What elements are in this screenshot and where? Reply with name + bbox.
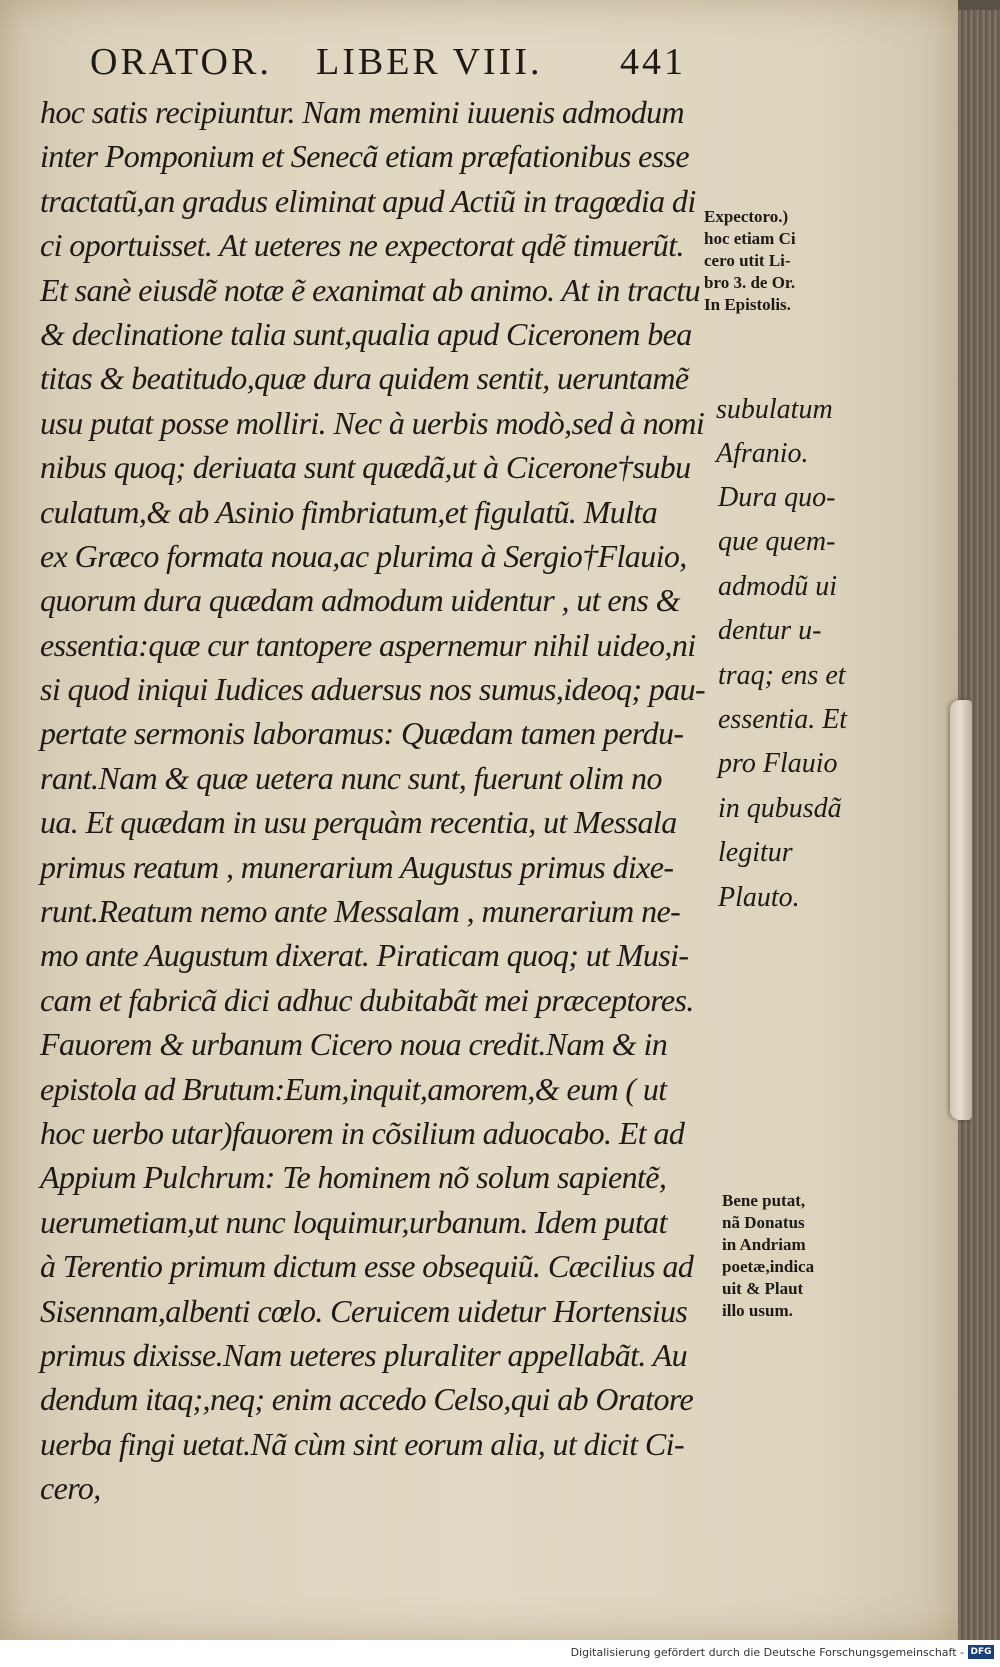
text-line: essentia:quæ cur tantopere aspernemur nihil uideo,ni (40, 626, 696, 663)
margin-note-line: hoc etiam Ci (704, 229, 796, 248)
margin-note-line: admodũ ui (718, 570, 837, 602)
text-line: culatum,& ab Asinio fimbriatum,et figulatũ. Multa (40, 493, 658, 530)
dfg-logo: DFG (968, 1645, 994, 1659)
margin-note-line: dentur u- (718, 615, 822, 647)
margin-note-line: Afranio. (716, 438, 809, 470)
text-line: uerba fingi uetat.Nã cùm sint eorum alia, ut dicit Ci- (40, 1425, 685, 1462)
margin-note-line: bro 3. de Or. (704, 273, 796, 292)
margin-note-line: legitur (718, 837, 793, 869)
text-line: uerumetiam,ut nunc loquimur,urbanum. Idem putat (40, 1203, 667, 1240)
text-line: ci oportuisset. At ueteres ne expectorat qdẽ timuerũt. (40, 227, 684, 264)
text-line: hoc uerbo utar)fauorem in cõsilium aduocabo. Et ad (40, 1114, 685, 1151)
text-line: primus dixisse.Nam ueteres pluraliter appellabãt. Au (40, 1336, 687, 1373)
page-clip (950, 700, 972, 1120)
text-line: usu putat posse molliri. Nec à uerbis modò,sed à nomi (40, 404, 705, 441)
margin-note-line: nã Donatus (722, 1213, 805, 1232)
margin-note-line: illo usum. (722, 1301, 793, 1320)
text-line: dendum itaq;,neq; enim accedo Celso,qui ab Oratore (40, 1381, 694, 1418)
margin-note-line: poetæ,indica (722, 1257, 815, 1276)
margin-note-line: que quem- (718, 526, 836, 558)
text-line: nibus quoq; deriuata sunt quædã,ut à Cicerone†subu (40, 449, 691, 486)
text-line: Et sanè eiusdẽ notæ ẽ exanimat ab animo. At in tractu (40, 271, 700, 308)
text-line: quorum dura quædam admodum uidentur , ut ens & (40, 582, 680, 619)
margin-note-expectoro (704, 206, 796, 316)
margin-note-line: in qubusdã (718, 792, 842, 824)
margin-note-line: Expectoro.) (704, 207, 789, 226)
text-line: epistola ad Brutum:Eum,inquit,amorem,& eum ( ut (40, 1070, 667, 1107)
text-line: si quod iniqui Iudices aduersus nos sumus,ideoq; pau- (40, 671, 706, 708)
margin-note-line: essentia. Et (718, 704, 848, 736)
text-line: cam et fabricã dici adhuc dubitabãt mei præceptores. (40, 981, 694, 1018)
margin-note-dura (718, 476, 847, 920)
text-line: & declinatione talia sunt,qualia apud Ciceronem bea (40, 315, 692, 352)
text-line: Fauorem & urbanum Cicero noua credit.Nam & in (40, 1026, 668, 1063)
text-line: Appium Pulchrum: Te hominem nõ solum sapientẽ, (40, 1159, 667, 1196)
margin-note-subulatum (716, 388, 833, 477)
text-line: à Terentio primum dictum esse obsequiũ. Cæcilius ad (40, 1248, 694, 1285)
main-text-block (40, 90, 706, 1511)
margin-note-line: Dura quo- (718, 482, 836, 513)
margin-note-line: In Epistolis. (704, 295, 791, 314)
text-line: rant.Nam & quæ uetera nunc sunt, fuerunt olim no (40, 759, 662, 796)
funding-credit: Digitalisierung gefördert durch die Deutsche Forschungsgemeinschaft - (570, 1646, 964, 1659)
margin-note-line: uit & Plaut (722, 1279, 804, 1298)
margin-note-line: cero utit Li- (704, 251, 791, 270)
text-line: primus reatum , munerarium Augustus primus dixe- (40, 848, 674, 885)
text-line: pertate sermonis laboramus: Quædam tamen perdu- (40, 715, 684, 752)
header-left: ORATOR. (90, 41, 272, 83)
text-line: cero, (40, 1470, 101, 1507)
margin-note-line: Bene putat, (722, 1191, 806, 1210)
margin-note-bene (722, 1190, 814, 1322)
text-line: hoc satis recipiuntur. Nam memini iuuenis admodum (40, 94, 685, 130)
text-line: runt.Reatum nemo ante Messalam , munerarium ne- (40, 893, 681, 930)
text-line: ua. Et quædam in usu perquàm recentia, ut Messala (40, 804, 677, 841)
text-line: inter Pomponium et Senecã etiam præfationibus esse (40, 138, 690, 175)
header-center: LIBER VIII. (316, 41, 543, 83)
text-line: mo ante Augustum dixerat. Piraticam quoq; ut Musi- (40, 937, 689, 974)
running-header (84, 40, 704, 90)
margin-note-line: pro Flauio (718, 748, 838, 780)
text-line: ex Græco formata noua,ac plurima à Sergio†Flauio, (40, 537, 687, 574)
margin-note-line: in Andriam (722, 1235, 806, 1254)
margin-note-line: Plauto. (718, 881, 800, 913)
text-line: titas & beatitudo,quæ dura quidem sentit, ueruntamẽ (40, 360, 689, 397)
text-line: Sisennam,albenti cœlo. Ceruicem uidetur Hortensius (40, 1292, 688, 1329)
footer-bar (0, 1640, 1000, 1667)
margin-note-line: traq; ens et (718, 659, 846, 691)
page-number: 441 (620, 41, 686, 83)
margin-note-line: subulatum (716, 394, 833, 425)
text-line: tractatũ,an gradus eliminat apud Actiũ in tragœdia di (40, 182, 696, 219)
